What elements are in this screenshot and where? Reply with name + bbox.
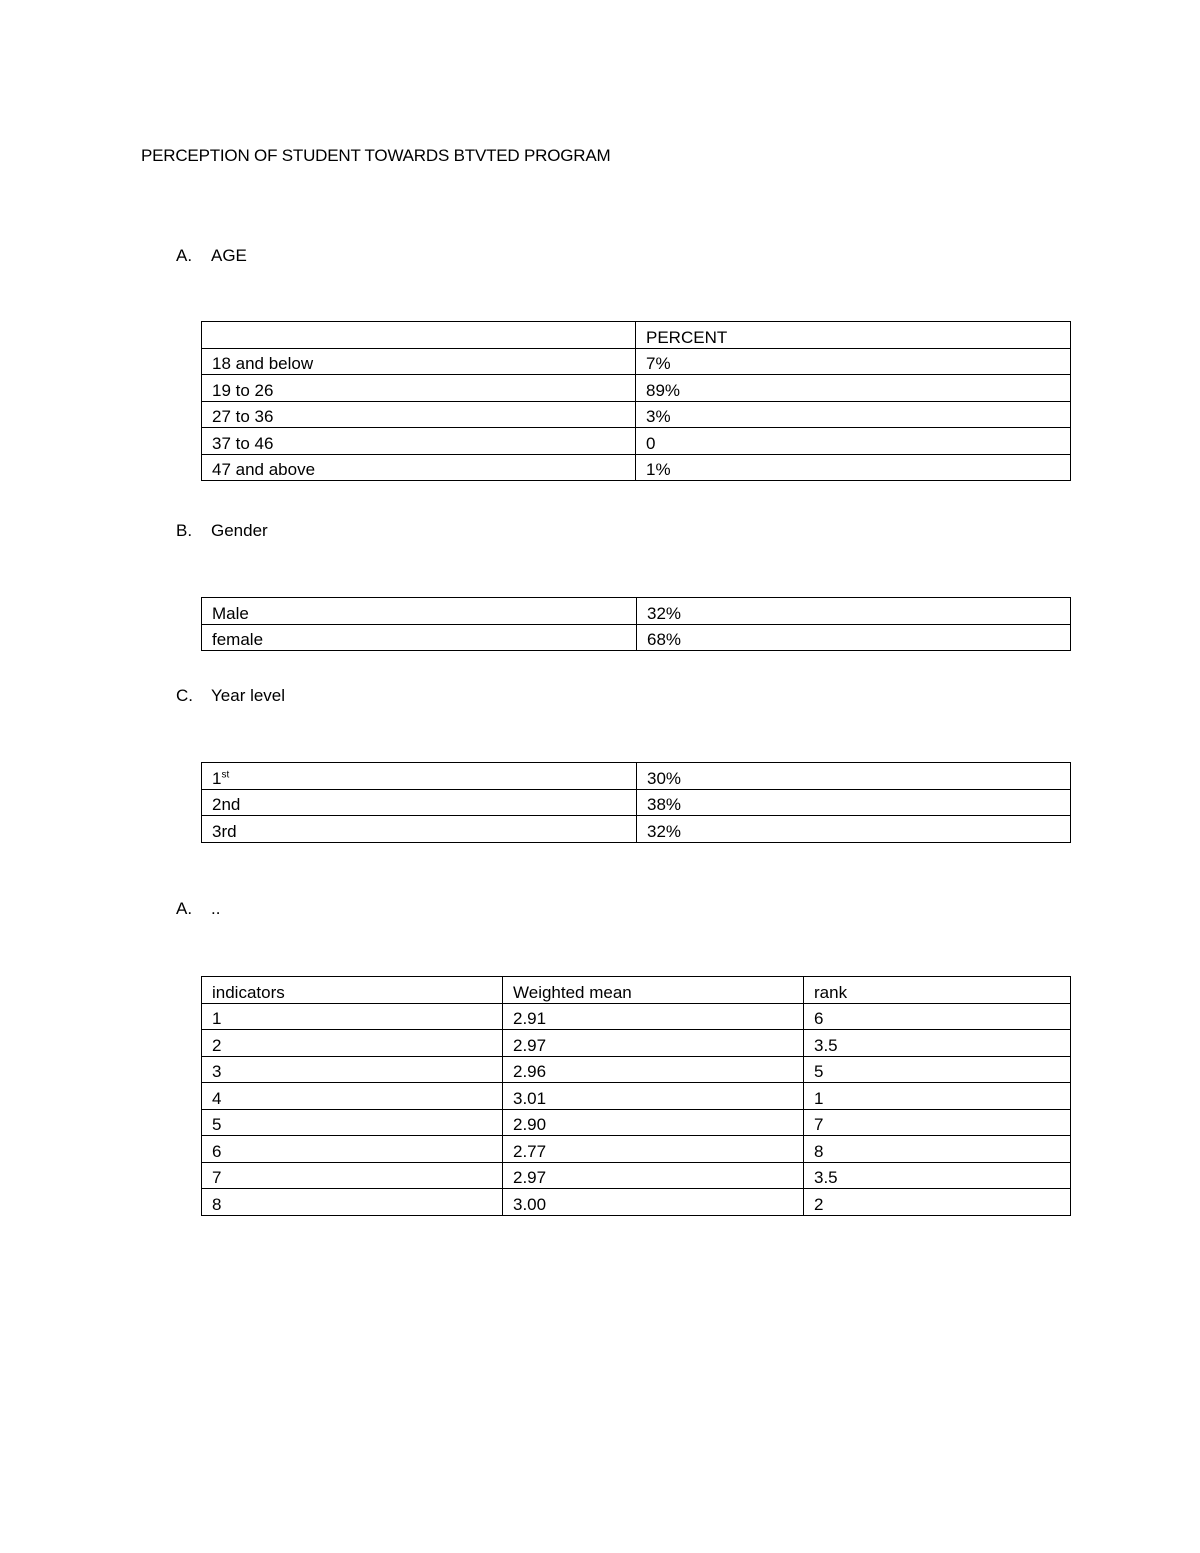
table-cell: 1%: [636, 454, 1071, 481]
section-heading-indicators: [176, 899, 220, 919]
table-cell: Male: [202, 598, 637, 625]
section-heading-gender: [176, 521, 268, 541]
table-cell: 68%: [637, 624, 1071, 651]
table-row: [202, 348, 1071, 375]
ordinal-number: 1: [212, 768, 222, 788]
table-row: [202, 763, 1071, 790]
section-marker: A.: [176, 899, 193, 918]
table-cell: [202, 763, 637, 790]
table-cell: 19 to 26: [202, 375, 636, 402]
table-cell: 2.91: [503, 1003, 804, 1030]
table-row: [202, 1136, 1071, 1163]
table-cell: 8: [804, 1136, 1071, 1163]
section-title: ..: [211, 899, 221, 918]
document-title: PERCEPTION OF STUDENT TOWARDS BTVTED PROGRAM: [141, 146, 611, 165]
table-row: [202, 1056, 1071, 1083]
table-cell: 2.97: [503, 1030, 804, 1057]
table-cell: 2.90: [503, 1109, 804, 1136]
table-header-cell: Weighted mean: [503, 977, 804, 1004]
table-cell: 6: [804, 1003, 1071, 1030]
table-row: [202, 454, 1071, 481]
table-row: [202, 428, 1071, 455]
table-row: [202, 1162, 1071, 1189]
table-cell: 30%: [637, 763, 1071, 790]
table-cell: 47 and above: [202, 454, 636, 481]
section-heading-year-level: [176, 686, 285, 706]
table-cell: 89%: [636, 375, 1071, 402]
table-cell: 3%: [636, 401, 1071, 428]
table-cell: 2: [202, 1030, 503, 1057]
table-cell: 2: [804, 1189, 1071, 1216]
section-heading-age: [176, 246, 247, 266]
table-cell: 2.97: [503, 1162, 804, 1189]
table-cell: 0: [636, 428, 1071, 455]
table-row: [202, 1003, 1071, 1030]
table-cell: 3.5: [804, 1162, 1071, 1189]
table-cell: 2.77: [503, 1136, 804, 1163]
table-row: [202, 1030, 1071, 1057]
table-cell: 5: [804, 1056, 1071, 1083]
table-cell: 4: [202, 1083, 503, 1110]
table-cell: 3.01: [503, 1083, 804, 1110]
table-header-cell: PERCENT: [636, 322, 1071, 349]
table-cell: 8: [202, 1189, 503, 1216]
table-row: [202, 816, 1071, 843]
table-cell: 38%: [637, 789, 1071, 816]
table-cell: 18 and below: [202, 348, 636, 375]
table-cell: 5: [202, 1109, 503, 1136]
section-marker: C.: [176, 686, 193, 705]
table-cell: 7%: [636, 348, 1071, 375]
table-cell: 32%: [637, 598, 1071, 625]
table-row: [202, 789, 1071, 816]
table-cell: 32%: [637, 816, 1071, 843]
table-cell: 27 to 36: [202, 401, 636, 428]
ordinal-suffix: st: [221, 768, 230, 780]
age-table: [201, 321, 1071, 481]
table-cell: 1: [202, 1003, 503, 1030]
section-title: Gender: [211, 521, 268, 540]
table-header-row: [202, 322, 1071, 349]
table-cell: 37 to 46: [202, 428, 636, 455]
table-row: [202, 401, 1071, 428]
indicators-table: [201, 976, 1071, 1216]
table-cell: 2.96: [503, 1056, 804, 1083]
table-cell: 7: [202, 1162, 503, 1189]
section-title: AGE: [211, 246, 247, 265]
table-header-row: [202, 977, 1071, 1004]
section-title: Year level: [211, 686, 286, 705]
table-cell: female: [202, 624, 637, 651]
table-row: [202, 624, 1071, 651]
table-row: [202, 598, 1071, 625]
section-marker: A.: [176, 246, 193, 265]
table-cell: 3: [202, 1056, 503, 1083]
table-cell: 3.5: [804, 1030, 1071, 1057]
table-header-cell: rank: [804, 977, 1071, 1004]
table-header-cell: [202, 322, 636, 349]
table-row: [202, 1109, 1071, 1136]
table-cell: 2nd: [202, 789, 637, 816]
section-marker: B.: [176, 521, 193, 540]
table-cell: 3rd: [202, 816, 637, 843]
table-cell: 1: [804, 1083, 1071, 1110]
year-level-table: [201, 762, 1071, 843]
table-cell: 6: [202, 1136, 503, 1163]
table-row: [202, 1189, 1071, 1216]
table-cell: 3.00: [503, 1189, 804, 1216]
table-cell: 7: [804, 1109, 1071, 1136]
table-row: [202, 1083, 1071, 1110]
table-header-cell: indicators: [202, 977, 503, 1004]
table-row: [202, 375, 1071, 402]
gender-table: [201, 597, 1071, 651]
